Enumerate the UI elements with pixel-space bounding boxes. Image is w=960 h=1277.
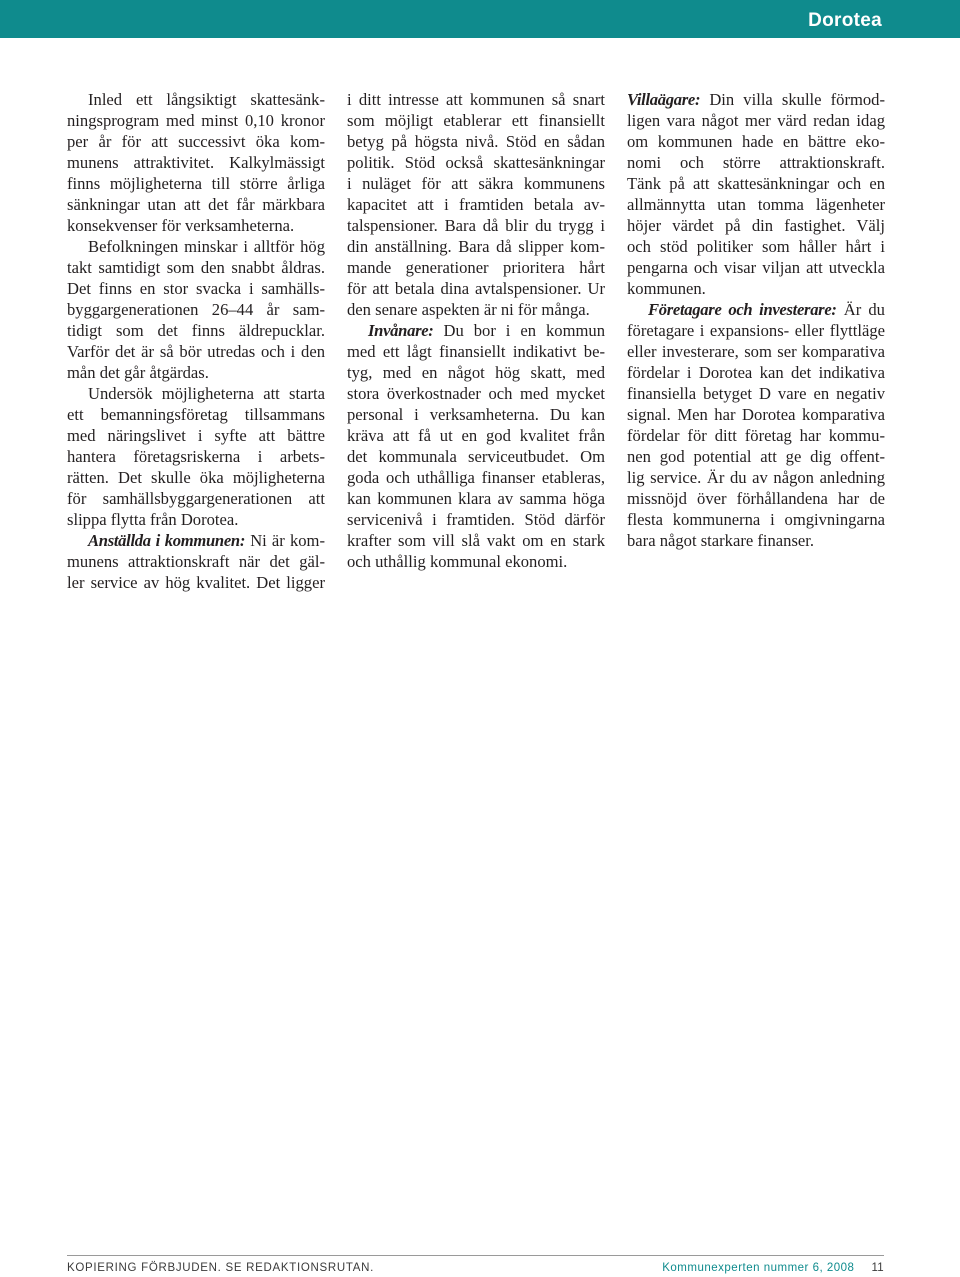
text-line: fördelar i Dorotea kan det indikativa (627, 363, 885, 382)
text-line (627, 299, 885, 320)
publication-info (662, 1260, 884, 1276)
text-line: företagare i expansions- eller flyttläge (627, 321, 885, 340)
text-line: Undersök möjligheterna att starta (88, 384, 325, 403)
text-line: och uthållig kommunal ekonomi. (347, 552, 568, 571)
paragraph (627, 299, 885, 551)
text-line: som möjligt etablerar ett finansiellt (347, 111, 605, 130)
text-line: munens attraktivitet. Kalkylmässigt (67, 153, 325, 172)
text-line: nomi och större attraktionskraft. (627, 153, 885, 172)
text-line: personal i verksamheterna. Du kan (347, 405, 605, 424)
text-line: betyg på högsta nivå. Stöd en sådan (347, 132, 605, 151)
text-line: och stöd politiker som håller hårt i (627, 237, 885, 256)
text-column-2 (347, 89, 605, 572)
footer (67, 1260, 884, 1276)
publication-name: Kommunexperten nummer 6, 2008 (662, 1262, 855, 1274)
text-line (67, 530, 325, 551)
section-title: Dorotea (808, 10, 882, 31)
text-line: för samhällsbyggargenerationen att (67, 489, 325, 508)
text-line: talspensioner. Bara då blir du trygg i (347, 216, 605, 235)
text-line: i ditt intresse att kommunen så snart (347, 90, 605, 109)
page-number: 11 (871, 1262, 884, 1274)
text-line: tidigt som det finns äldrepucklar. (67, 321, 325, 340)
text-line: takt samtidigt som den snabbt åldras. (67, 258, 325, 277)
text-line: nen god potential att ge dig offent- (627, 447, 885, 466)
text-line: tyg, med en något hög skatt, med (347, 363, 605, 382)
text-column-1 (67, 89, 325, 593)
text-line: konsekvenser för verksamheterna. (67, 216, 295, 235)
text-line: eller investerare, som ser komparativa (627, 342, 885, 361)
paragraph (347, 320, 605, 572)
text-line: med näringslivet i syfte att bättre (67, 426, 325, 445)
paragraph (67, 383, 325, 530)
text-line: hantera företagsriskerna i arbets- (67, 447, 325, 466)
text-line: politik. Stöd också skattesänkningar (347, 153, 605, 172)
text-line: Befolkningen minskar i alltför hög (88, 237, 325, 256)
section-lead: Företagare och investerare: (648, 300, 837, 319)
text-line: krafter som vill slå vakt om en stark (347, 531, 605, 550)
text-line: goda och uthålliga finanser etableras, (347, 468, 605, 487)
text-line: mån det går åtgärdas. (67, 363, 209, 382)
paragraph (67, 89, 325, 236)
text-line: missnöjd över förhållandena har de (627, 489, 885, 508)
text-line: rätten. Det skulle öka möjligheterna (67, 468, 325, 487)
section-lead: Anställda i kommunen: (88, 531, 246, 550)
text-line: sänkningar utan att det får märkbara (67, 195, 325, 214)
text-line: ningsprogram med minst 0,10 kronor (67, 111, 325, 130)
text-line: flesta kommunerna i omgivningarna (627, 510, 885, 529)
text-column-3 (627, 89, 885, 551)
text-line: bara något starkare finanser. (627, 531, 815, 550)
text-line: lig service. Är du av någon anledning (627, 468, 885, 487)
text-line: för att betala dina avtalspensioner. Ur (347, 279, 605, 298)
footer-rule (67, 1255, 884, 1256)
section-lead: Invånare: (368, 321, 434, 340)
section-lead: Villaägare: (627, 90, 701, 109)
text-line: allmännytta utan tomma lägenheter (627, 195, 885, 214)
text-line: servicenivå i framtiden. Stöd därför (347, 510, 605, 529)
text-line: per år för att successivt öka kom- (67, 132, 325, 151)
paragraph (67, 530, 325, 593)
text-line: byggargenerationen 26–44 år sam- (67, 300, 325, 319)
text-line: höjer värdet på din fastighet. Välj (627, 216, 885, 235)
text-line: ligen vara något mer värd redan idag (627, 111, 885, 130)
text-line: med ett lågt finansiellt indikativt be- (347, 342, 605, 361)
text-line: kommunen. (627, 279, 706, 298)
text-line (627, 89, 885, 110)
text-line: pengarna och visar viljan att utveckla (627, 258, 885, 277)
text-line: din anställning. Bara då slipper kom- (347, 237, 605, 256)
text-line: Det finns en stor svacka i samhälls- (67, 279, 325, 298)
text-line: om kommunen hade en bättre eko- (627, 132, 885, 151)
text-line: ler service av hög kvalitet. Det ligger (67, 573, 325, 592)
text-run: Ni är kom- (250, 531, 325, 550)
text-line: finns möjligheterna till större årliga (67, 174, 325, 193)
paragraph (67, 236, 325, 383)
text-run: Är du (843, 300, 885, 319)
header-bar (0, 0, 960, 38)
text-line: Varför det är så bör utredas och i den (67, 342, 325, 361)
text-line: finansiella betyget D vare en negativ (627, 384, 885, 403)
text-line: Tänk på att skattesänkningar och en (627, 174, 885, 193)
text-line: i nuläget för att säkra kommunens (347, 174, 605, 193)
text-line: den senare aspekten är ni för många. (347, 300, 590, 319)
text-run: Din villa skulle förmod- (709, 90, 885, 109)
paragraph (627, 89, 885, 299)
text-line: kräva att få ut en god kvalitet från (347, 426, 605, 445)
text-line: det kommunala serviceutbudet. Om (347, 447, 605, 466)
text-line: fördelar för ditt företag har kommu- (627, 426, 885, 445)
text-line: kapacitet att i framtiden betala av- (347, 195, 605, 214)
text-line: signal. Men har Dorotea komparativa (627, 405, 885, 424)
text-line: kan kommunen klara av samma höga (347, 489, 605, 508)
text-line: Inled ett långsiktigt skattesänk- (88, 90, 325, 109)
text-run: Du bor i en kommun (443, 321, 605, 340)
copyright-notice: KOPIERING FÖRBJUDEN. SE REDAKTIONSRUTAN. (67, 1262, 375, 1274)
text-line: mande generationer prioritera hårt (347, 258, 605, 277)
text-line: munens attraktionskraft när det gäl- (67, 552, 325, 571)
text-line: ett bemanningsföretag tillsammans (67, 405, 325, 424)
paragraph (347, 89, 605, 320)
text-line: stora överkostnader och med mycket (347, 384, 605, 403)
text-line: slippa flytta från Dorotea. (67, 510, 239, 529)
text-line (347, 320, 605, 341)
